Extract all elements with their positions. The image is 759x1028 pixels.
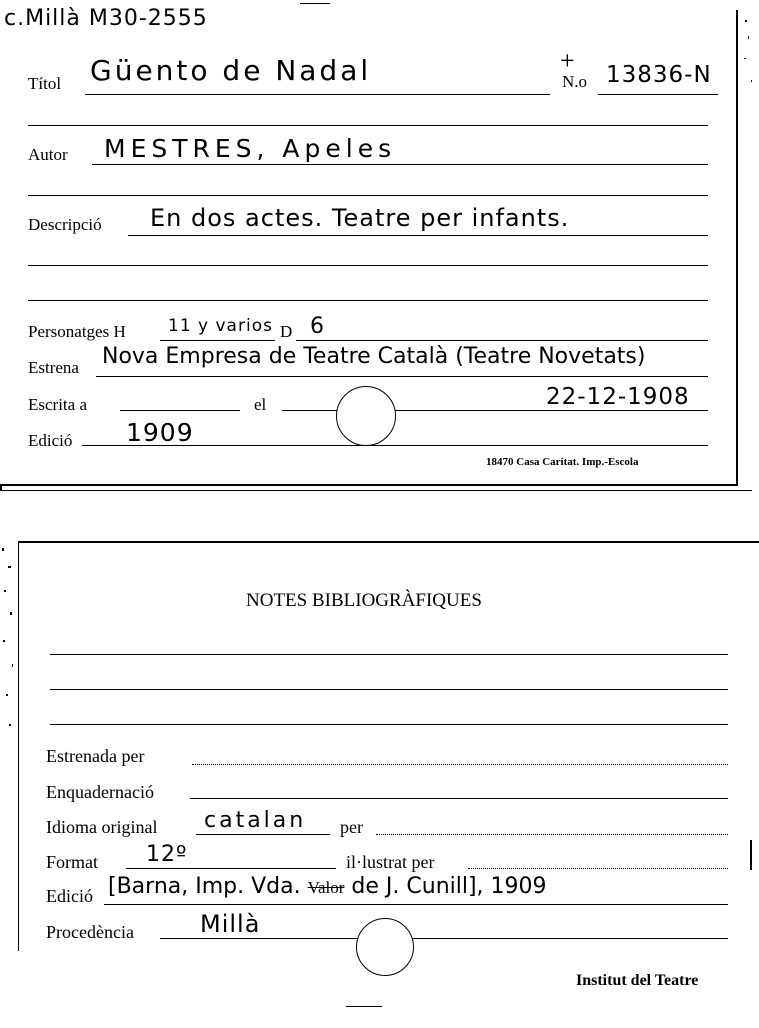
author-label: Autor <box>28 145 68 164</box>
edition-details-value <box>108 874 547 899</box>
edition-label-2: Edició <box>46 886 93 906</box>
original-language-value: catalan <box>204 808 307 833</box>
illustrated-by-label: il·lustrat per <box>346 852 435 872</box>
provenance-label: Procedència <box>46 922 134 942</box>
premiered-by-label: Estrenada per <box>46 746 145 766</box>
premiere-label: Estrena <box>28 358 79 377</box>
punch-hole <box>336 386 396 446</box>
format-value: 12º <box>146 842 188 867</box>
title-value: Güento de Nadal <box>90 54 372 87</box>
printer-imprint: 18470 Casa Caritat. Imp.-Escola <box>486 456 639 468</box>
characters-women-value: 6 <box>310 314 325 339</box>
original-language-label: Idioma original <box>46 817 158 837</box>
number-cross: + <box>560 46 575 75</box>
author-value: MESTRES, Apeles <box>104 134 397 163</box>
number-value: 13836-N <box>606 62 712 88</box>
characters-label: Personatges H <box>28 322 126 341</box>
title-label: Títol <box>28 74 62 93</box>
characters-women-label: D <box>280 322 293 341</box>
description-label: Descripció <box>28 215 102 234</box>
edition-value: 1909 <box>126 418 194 447</box>
binding-label: Enquadernació <box>46 782 154 802</box>
bibliographic-notes-heading: NOTES BIBLIOGRÀFIQUES <box>246 590 482 611</box>
description-value: En dos actes. Teatre per infants. <box>150 204 570 232</box>
call-number-note: c.Millà M30-2555 <box>4 6 208 31</box>
punch-hole-2 <box>356 918 414 976</box>
institution-footer: Institut del Teatre <box>576 972 699 989</box>
translated-by-label: per <box>340 817 363 837</box>
written-date-value: 22-12-1908 <box>546 384 690 410</box>
provenance-value: Millà <box>200 910 261 938</box>
date-label: el <box>254 395 267 414</box>
edition-printer-text: [Barna, Imp. Vda. <box>108 874 301 899</box>
format-label: Format <box>46 852 98 872</box>
edition-publisher-text: de J. Cunill], 1909 <box>351 874 547 899</box>
edition-label: Edició <box>28 431 73 450</box>
number-label: N.o <box>562 72 588 91</box>
written-at-label: Escrita a <box>28 395 87 414</box>
edition-struck-word: Valor <box>307 878 345 897</box>
premiere-value: Nova Empresa de Teatre Català (Teatre Novetats) <box>102 344 646 369</box>
characters-men-value: 11 y varios <box>168 316 273 336</box>
